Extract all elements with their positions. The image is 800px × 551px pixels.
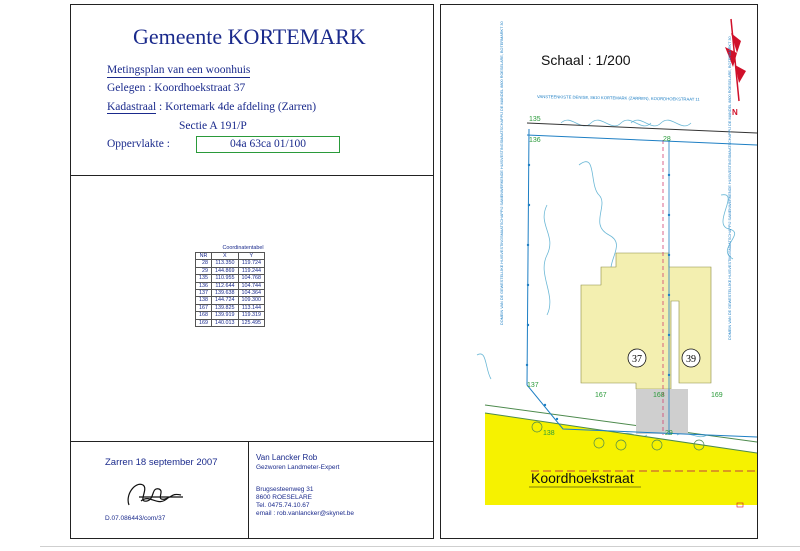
area-label: Oppervlakte : [107, 138, 170, 150]
reference-code: D.07.086443/com/37 [105, 515, 166, 522]
area-value-box: 04a 63ca 01/100 [196, 136, 340, 153]
table-row [196, 312, 265, 319]
point-168: 168 [653, 392, 665, 399]
page-edge [40, 546, 800, 547]
location-value: : Koordhoekstraat 37 [148, 82, 246, 94]
house-number-39: 39 [686, 354, 696, 365]
signature-stroke [128, 484, 183, 505]
location-line [107, 81, 245, 95]
table-row [196, 275, 265, 282]
table-header-row [196, 253, 265, 260]
point-136: 136 [529, 137, 541, 144]
coordinate-table [195, 252, 265, 327]
table-row [196, 319, 265, 326]
cell: 113.350 [212, 260, 239, 267]
cell: 168 [196, 312, 212, 319]
col-x: X [212, 253, 239, 260]
cell: 135 [196, 275, 212, 282]
divider-line [71, 175, 433, 176]
cell: 138 [196, 297, 212, 304]
location-label: Gelegen [107, 82, 146, 94]
cell: 136 [196, 282, 212, 289]
cell: 104.768 [238, 275, 265, 282]
table-row [196, 297, 265, 304]
cell: 139.919 [212, 312, 239, 319]
top-neighbor-label: VANSTEENKISTE DENISE, 8610 KORTEMARK (ZARREN), KOORDHOEKSTRAAT 11 [536, 94, 700, 102]
table-row [196, 260, 265, 267]
municipality-title: Gemeente KORTEMARK [133, 24, 366, 49]
cadastral-line [107, 100, 316, 114]
table-row [196, 304, 265, 311]
signature-image [121, 467, 191, 511]
col-nr: NR [196, 253, 212, 260]
cell: 125.495 [238, 319, 265, 326]
cell: 110.955 [212, 275, 239, 282]
plan-sheet [440, 4, 758, 539]
table-row [196, 282, 265, 289]
cell: 112.644 [212, 282, 239, 289]
point-135: 135 [529, 116, 541, 123]
cadastral-value: : Kortemark 4de afdeling (Zarren) [159, 101, 317, 113]
signing-date: Zarren 18 september 2007 [105, 457, 218, 468]
cell: 29 [196, 267, 212, 274]
cell: 139.638 [212, 290, 239, 297]
cell: 169 [196, 319, 212, 326]
north-label: N [732, 108, 738, 117]
cell: 119.724 [238, 260, 265, 267]
cell: 167 [196, 304, 212, 311]
plan-title: Metingsplan van een woonhuis [107, 64, 251, 76]
cadastral-label: Kadastraal [107, 101, 157, 113]
cell: 144.869 [212, 267, 239, 274]
left-neighbor-label: DOMEIN VAN DE GEWESTELIJKE HUISVESTINGSMAATSCHAPPIJ SAMENWERKENDE HUISVESTINGSMAATSCHAPPIJ DE MANDEL 8800 ROESELARE, BOTERMARKT 30 [500, 21, 504, 325]
point-138: 138 [543, 430, 555, 437]
cell: 144.724 [212, 297, 239, 304]
footer-divider [248, 442, 249, 538]
house-number-37: 37 [632, 354, 642, 365]
divider-line [71, 441, 433, 442]
scale-label: Schaal : 1/200 [541, 52, 631, 68]
address-line-1: Brugsesteenweg 31 [256, 486, 314, 493]
street-name: Koordhoekstraat [531, 470, 634, 486]
cell: 119.319 [238, 312, 265, 319]
point-28: 28 [663, 136, 671, 143]
surveyor-title: Gezworen Landmeter-Expert [256, 464, 340, 471]
site-plan [441, 5, 757, 538]
cell: 137 [196, 290, 212, 297]
house-footprint [581, 253, 711, 389]
right-neighbor-label: DOMEIN VAN DE GEWESTELIJKE HUISVESTINGSMAATSCHAPPIJ SAMENWERKENDE HUISVESTINGSMAATSCHAPPIJ DE MANDEL 8800 ROESELARE, BOTERMARKT 30 [728, 36, 732, 340]
cell: 109.300 [238, 297, 265, 304]
cell: 104.364 [238, 290, 265, 297]
point-29: 29 [665, 430, 673, 437]
table-row [196, 267, 265, 274]
point-169: 169 [711, 392, 723, 399]
section-line: Sectie A 191/P [179, 120, 247, 132]
cell: 139.825 [212, 304, 239, 311]
address-line-2: 8600 ROESELARE [256, 494, 313, 501]
cell: 119.244 [238, 267, 265, 274]
point-167: 167 [595, 392, 607, 399]
email-line: email : rob.vanlancker@skynet.be [256, 510, 355, 517]
cell: 113.144 [238, 304, 265, 311]
phone-line: Tel. 0475.74.10.67 [256, 502, 310, 509]
col-y: Y [238, 253, 265, 260]
road-surface [485, 413, 757, 505]
title-sheet [70, 4, 434, 539]
cell: 104.744 [238, 282, 265, 289]
table-row [196, 290, 265, 297]
surveyor-name: Van Lancker Rob [256, 453, 318, 462]
coord-table-title: Coordinatentabel [222, 245, 264, 251]
cell: 140.013 [212, 319, 239, 326]
point-137: 137 [527, 382, 539, 389]
cell: 28 [196, 260, 212, 267]
